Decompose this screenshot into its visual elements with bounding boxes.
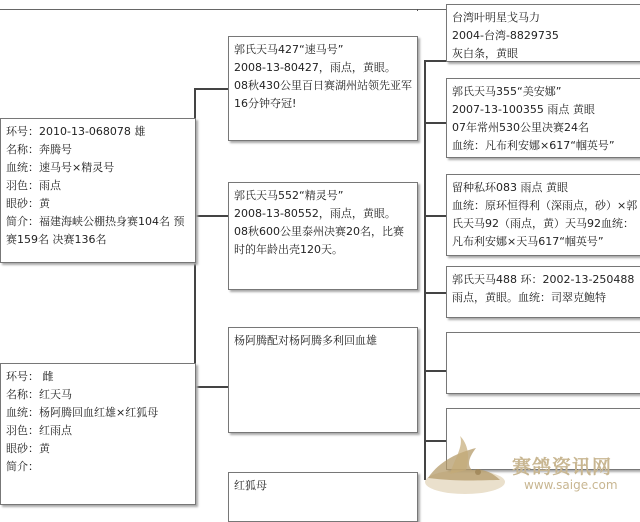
connector-line bbox=[194, 88, 228, 90]
dam-dam-card[interactable] bbox=[228, 472, 418, 522]
connector-line bbox=[424, 292, 446, 294]
dam-intro: 简介： bbox=[6, 460, 39, 473]
ancestor-2-record: 07年常州530公里决赛24名 bbox=[452, 121, 589, 134]
sire-dam-card[interactable] bbox=[228, 182, 418, 290]
dam-ring: 环号： 雌 bbox=[6, 370, 54, 383]
connector-line bbox=[194, 215, 228, 217]
watermark-title: 赛鸽资讯网 bbox=[512, 456, 613, 478]
connector-line bbox=[417, 9, 418, 11]
ancestor-4-name: 郭氏天马488 环：2002-13-250488 bbox=[452, 273, 635, 286]
sire-name: 名称：奔腾号 bbox=[6, 143, 72, 156]
dam-eye: 眼砂：黄 bbox=[6, 442, 50, 455]
dam-card[interactable] bbox=[0, 363, 196, 505]
ancestor-1-color: 灰白条，黄眼 bbox=[452, 47, 518, 60]
ancestor-4-detail: 雨点，黄眼。血统：司翠克鲍特 bbox=[452, 291, 606, 304]
ancestor-1-name: 台湾叶明星戈马力 bbox=[452, 11, 540, 24]
sire-bloodline: 血统：速马号×精灵号 bbox=[6, 161, 115, 174]
ancestor-card-4[interactable] bbox=[446, 266, 640, 318]
connector-line bbox=[194, 386, 228, 388]
watermark-url: www.saige.com bbox=[524, 478, 618, 492]
ancestor-card-2[interactable] bbox=[446, 78, 640, 158]
ancestor-2-name: 郭氏天马355“美安娜” bbox=[452, 85, 562, 98]
dam-sire-card[interactable] bbox=[228, 327, 418, 433]
ancestor-2-bloodline: 血统：凡布利安娜×617“帼英号” bbox=[452, 139, 615, 152]
watermark bbox=[420, 430, 640, 508]
sire-dam-name: 郭氏天马552“精灵号” bbox=[234, 189, 344, 202]
sire-eye: 眼砂：黄 bbox=[6, 197, 50, 210]
ancestor-card-5[interactable] bbox=[446, 332, 640, 394]
dam-plumage: 羽色：红雨点 bbox=[6, 424, 72, 437]
sire-sire-ring: 2008-13-80427，雨点，黄眼。 bbox=[234, 61, 396, 74]
sire-sire-name: 郭氏天马427“速马号” bbox=[234, 43, 344, 56]
sire-intro: 简介：福建海峡公棚热身赛104名 预赛159名 决赛136名 bbox=[6, 215, 185, 246]
ancestor-3-name: 留种私环083 雨点 黄眼 bbox=[452, 181, 568, 194]
sire-card[interactable] bbox=[0, 118, 196, 263]
ancestor-2-ring: 2007-13-100355 雨点 黄眼 bbox=[452, 103, 595, 116]
ancestor-card-3[interactable] bbox=[446, 174, 640, 256]
sire-dam-record: 08秋600公里泰州决赛20名，比赛时的年龄出壳120天。 bbox=[234, 225, 404, 256]
dam-bloodline: 血统：杨阿腾回血红雄×红狐母 bbox=[6, 406, 159, 419]
connector-line bbox=[424, 122, 446, 124]
dam-name: 名称：红天马 bbox=[6, 388, 72, 401]
dam-dam-name: 红狐母 bbox=[234, 479, 267, 492]
sire-dam-ring: 2008-13-80552，雨点，黄眼。 bbox=[234, 207, 396, 220]
ancestor-3-bloodline: 血统：原环恒得利（深雨点，砂）×郭氏天马92（雨点，黄）天马92血统：凡布利安娜×天马617“帼英号” bbox=[452, 199, 638, 248]
sire-plumage: 羽色：雨点 bbox=[6, 179, 61, 192]
connector-line bbox=[424, 215, 446, 217]
sire-sire-record: 08秋430公里百日赛湖州站领先亚军16分钟夺冠! bbox=[234, 79, 412, 110]
ancestor-card-1[interactable] bbox=[446, 4, 640, 62]
pigeon-logo-icon bbox=[420, 430, 510, 508]
connector-line bbox=[424, 370, 446, 372]
dam-sire-name: 杨阿腾配对杨阿腾多利回血雄 bbox=[234, 334, 377, 347]
connector-line bbox=[424, 60, 446, 62]
ancestor-1-ring: 2004-台湾-8829735 bbox=[452, 29, 559, 42]
sire-ring: 环号：2010-13-068078 雄 bbox=[6, 125, 146, 138]
sire-sire-card[interactable] bbox=[228, 36, 418, 141]
